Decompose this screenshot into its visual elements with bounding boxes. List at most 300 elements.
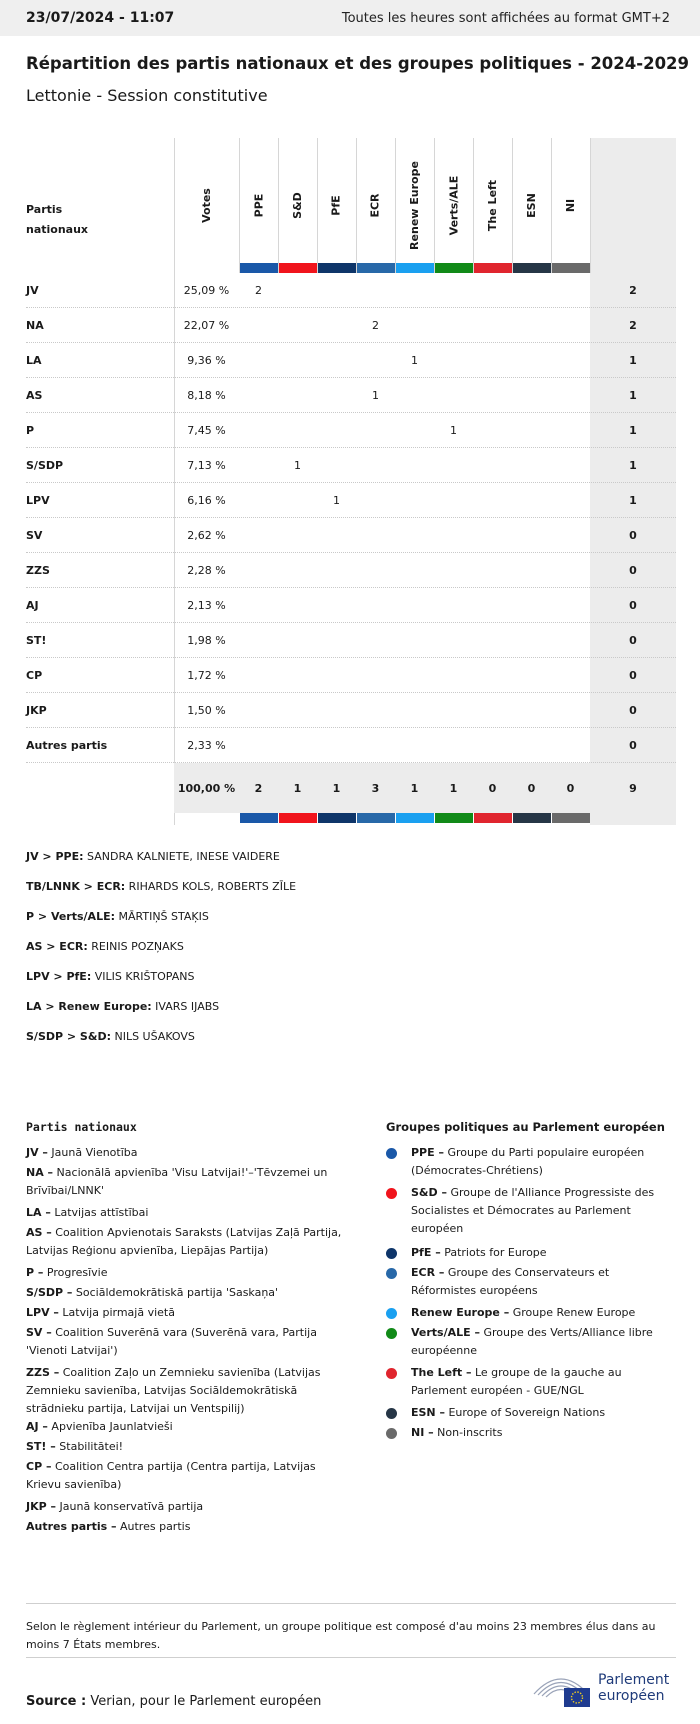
color-dot-icon	[386, 1188, 397, 1199]
group-seat-cell	[278, 588, 317, 623]
party-name: JKP	[26, 704, 47, 717]
group-seat-cell	[512, 693, 551, 728]
party-full-name: Autres partis	[116, 1520, 191, 1533]
mep-entry	[26, 880, 296, 893]
group-seat-cell	[434, 343, 473, 378]
group-seat-cell	[512, 483, 551, 518]
group-header-label: ESN	[525, 193, 538, 218]
party-abbrev: LPV –	[26, 1306, 59, 1319]
mep-mapping: AS > ECR:	[26, 940, 88, 953]
mep-mapping: LPV > PfE:	[26, 970, 92, 983]
group-abbrev: PPE –	[411, 1146, 444, 1159]
table-row	[26, 343, 676, 378]
group-full-name: Groupe des Conservateurs et Réformistes européens	[411, 1266, 610, 1297]
party-legend-item	[26, 1518, 346, 1536]
group-full-name: Groupe du Parti populaire européen (Démocrates-Chrétiens)	[411, 1146, 645, 1177]
group-seat-cell	[356, 483, 395, 518]
group-seat-cell	[551, 308, 590, 343]
group-seat-cell	[551, 623, 590, 658]
group-color-bar	[513, 813, 551, 823]
group-seat-cell	[395, 378, 434, 413]
group-abbrev: Renew Europe –	[411, 1306, 510, 1319]
group-seat-cell	[239, 588, 278, 623]
group-seat-cell	[356, 728, 395, 763]
group-seat-cell	[473, 588, 512, 623]
seat-count: 0	[629, 634, 637, 647]
group-seat-cell	[473, 308, 512, 343]
total-group-cell: 0	[527, 781, 536, 795]
table-row	[26, 378, 676, 413]
group-seat-cell	[239, 343, 278, 378]
votes-column-header	[174, 138, 239, 273]
group-legend-item	[386, 1264, 676, 1300]
group-seat-cell	[551, 378, 590, 413]
total-row	[174, 763, 676, 813]
vote-share: 6,16 %	[187, 494, 226, 507]
group-seat-cell	[434, 728, 473, 763]
group-seat-cell	[473, 413, 512, 448]
group-seat-cell: 1	[450, 424, 457, 437]
group-seat-cell	[278, 658, 317, 693]
group-seat-cell: 1	[372, 389, 379, 402]
table-row	[26, 728, 676, 763]
group-seat-cell	[278, 273, 317, 308]
parliament-logo	[530, 1668, 669, 1708]
mep-names: RIHARDS KOLS, ROBERTS ZĪLE	[125, 880, 297, 893]
party-full-name: Latvijas attīstībai	[50, 1206, 149, 1219]
group-abbrev: S&D –	[411, 1186, 447, 1199]
group-seat-cell	[278, 728, 317, 763]
total-group-cell: 3	[371, 781, 380, 795]
group-full-name: Groupe de l'Alliance Progressiste des Socialistes et Démocrates au Parlement européen	[411, 1186, 655, 1235]
legend-groups-heading: Groupes politiques au Parlement européen	[386, 1120, 665, 1134]
color-dot-icon	[386, 1268, 397, 1279]
group-seat-cell	[434, 273, 473, 308]
group-legend-item	[386, 1424, 676, 1442]
group-seat-cell	[512, 273, 551, 308]
group-header-verts-ale	[434, 138, 473, 273]
group-color-bar	[240, 263, 278, 273]
vote-share: 25,09 %	[183, 284, 230, 297]
mep-entry	[26, 970, 194, 983]
group-header-pfe	[317, 138, 356, 273]
logo-line-1: Parlement	[598, 1672, 670, 1688]
group-seat-cell	[395, 483, 434, 518]
group-seat-cell	[239, 728, 278, 763]
mep-mapping: LA > Renew Europe:	[26, 1000, 152, 1013]
table-row	[26, 623, 676, 658]
vote-share: 8,18 %	[187, 389, 226, 402]
party-name: JV	[26, 284, 39, 297]
column-divider	[551, 138, 552, 273]
logo-line-2: européen	[598, 1688, 665, 1704]
group-seat-cell	[434, 623, 473, 658]
total-group-cell: 1	[293, 781, 302, 795]
group-seat-cell: 1	[333, 494, 340, 507]
party-name: S/SDP	[26, 459, 64, 472]
party-full-name: Jaunā konservatīvā partija	[56, 1500, 204, 1513]
group-seat-cell	[317, 378, 356, 413]
group-seat-cell	[278, 483, 317, 518]
group-seat-cell	[395, 308, 434, 343]
seat-count: 2	[629, 284, 637, 297]
party-name: Autres partis	[26, 739, 108, 752]
group-seat-cell	[356, 553, 395, 588]
total-group-cell: 0	[566, 781, 575, 795]
total-group-cell: 1	[410, 781, 419, 795]
party-name: LPV	[26, 494, 50, 507]
group-color-bar	[474, 263, 512, 273]
group-seat-cell	[356, 693, 395, 728]
table-row	[26, 483, 676, 518]
group-legend-item	[386, 1364, 676, 1400]
seat-count: 0	[629, 564, 637, 577]
footnote: Selon le règlement intérieur du Parlement, un groupe politique est composé d'au moins 23 membres élus dans au moins 7 États membres.	[26, 1620, 656, 1651]
color-dot-icon	[386, 1428, 397, 1439]
group-seat-cell	[551, 658, 590, 693]
party-name: P	[26, 424, 35, 437]
table-row	[26, 588, 676, 623]
total-group-cell: 1	[332, 781, 341, 795]
total-votes: 100,00 %	[177, 781, 236, 795]
timezone-note: Toutes les heures sont affichées au format GMT+2	[341, 10, 670, 26]
group-seat-cell	[434, 693, 473, 728]
seat-count: 1	[629, 494, 637, 507]
column-divider	[512, 138, 513, 273]
vote-share: 9,36 %	[187, 354, 226, 367]
group-seat-cell	[551, 553, 590, 588]
group-seat-cell	[551, 483, 590, 518]
mep-entry	[26, 910, 209, 923]
source-label: Source :	[26, 1694, 87, 1709]
group-seat-cell	[551, 448, 590, 483]
party-name: AS	[26, 389, 43, 402]
group-legend-item	[386, 1404, 676, 1422]
group-seat-cell	[434, 448, 473, 483]
party-abbrev: Autres partis –	[26, 1520, 117, 1533]
group-seat-cell	[395, 588, 434, 623]
party-legend-item	[26, 1264, 346, 1282]
group-seat-cell	[434, 308, 473, 343]
group-seat-cell	[434, 483, 473, 518]
column-divider	[590, 138, 591, 273]
group-seat-cell	[395, 448, 434, 483]
group-header-ecr	[356, 138, 395, 273]
party-legend-item	[26, 1204, 346, 1222]
group-seat-cell	[434, 518, 473, 553]
group-color-bar	[357, 813, 395, 823]
group-seat-cell	[317, 518, 356, 553]
group-seat-cell	[317, 343, 356, 378]
group-abbrev: PfE –	[411, 1246, 441, 1259]
group-seat-cell: 1	[294, 459, 301, 472]
seat-count: 0	[629, 669, 637, 682]
group-seat-cell	[512, 413, 551, 448]
party-abbrev: S/SDP –	[26, 1286, 73, 1299]
party-name: AJ	[26, 599, 39, 612]
group-seat-cell	[512, 658, 551, 693]
party-full-name: Sociāldemokrātiskā partija 'Saskaņa'	[72, 1286, 279, 1299]
seat-count: 1	[629, 389, 637, 402]
table-row	[26, 308, 676, 343]
group-seat-cell	[317, 588, 356, 623]
party-full-name: Nacionālā apvienība 'Visu Latvijai!'–'Tēvzemei un Brīvībai/LNNK'	[26, 1166, 328, 1197]
color-dot-icon	[386, 1248, 397, 1259]
party-legend-item	[26, 1144, 346, 1162]
group-color-bar	[435, 263, 473, 273]
seat-count: 1	[629, 354, 637, 367]
group-legend-item	[386, 1144, 676, 1180]
group-seat-cell	[317, 448, 356, 483]
party-abbrev: SV –	[26, 1326, 52, 1339]
group-seat-cell	[356, 658, 395, 693]
group-color-bar	[552, 263, 590, 273]
group-header-renew-europe	[395, 138, 434, 273]
party-full-name: Coalition Centra partija (Centra partija, Latvijas Krievu savienība)	[26, 1460, 316, 1491]
party-full-name: Coalition Apvienotais Saraksts (Latvijas Zaļā Partija, Latvijas Reģionu apvienība, Liepājas Partija)	[26, 1226, 342, 1257]
source-text: Verian, pour le Parlement européen	[90, 1694, 322, 1709]
group-seat-cell	[395, 693, 434, 728]
group-seat-cell	[239, 623, 278, 658]
total-group-cell: 0	[488, 781, 497, 795]
column-divider	[356, 138, 357, 273]
group-seat-cell	[434, 658, 473, 693]
party-abbrev: JV –	[26, 1146, 48, 1159]
group-full-name: Le groupe de la gauche au Parlement européen - GUE/NGL	[411, 1366, 622, 1397]
group-seat-cell	[317, 273, 356, 308]
group-seat-cell	[473, 693, 512, 728]
mep-mapping: JV > PPE:	[26, 850, 84, 863]
total-seats: 9	[629, 781, 637, 795]
seat-count: 0	[629, 739, 637, 752]
group-header-label: NI	[564, 198, 577, 213]
party-legend-item	[26, 1304, 346, 1322]
party-column-header: Partis nationaux	[26, 203, 89, 236]
group-color-bar	[240, 813, 278, 823]
group-seat-cell	[239, 483, 278, 518]
group-header-label: ECR	[369, 193, 382, 218]
party-full-name: Coalition Suverēnā vara (Suverēnā vara, Partija 'Vienoti Latvijai')	[26, 1326, 317, 1357]
vote-share: 22,07 %	[183, 319, 230, 332]
group-seat-cell	[512, 588, 551, 623]
vote-share: 1,72 %	[187, 669, 226, 682]
mep-mapping: TB/LNNK > ECR:	[26, 880, 126, 893]
party-abbrev: P –	[26, 1266, 44, 1279]
mep-names: MĀRTIŅŠ STAĶIS	[115, 910, 209, 923]
group-seat-cell	[551, 413, 590, 448]
vote-share: 2,13 %	[187, 599, 226, 612]
group-seat-cell	[239, 308, 278, 343]
group-full-name: Groupe des Verts/Alliance libre européenne	[411, 1326, 653, 1357]
group-seat-cell	[395, 728, 434, 763]
group-seat-cell	[317, 693, 356, 728]
group-full-name: Patriots for Europe	[440, 1246, 547, 1259]
group-header-label: S&D	[291, 192, 304, 219]
mep-entry	[26, 1030, 195, 1043]
parliament-emblem-icon	[530, 1668, 592, 1708]
table-row	[26, 518, 676, 553]
group-seat-cell	[551, 728, 590, 763]
top-bar	[0, 0, 700, 36]
party-legend-item	[26, 1224, 346, 1260]
column-divider	[473, 138, 474, 273]
group-seat-cell	[278, 378, 317, 413]
vote-share: 7,13 %	[187, 459, 226, 472]
group-seat-cell	[278, 693, 317, 728]
party-abbrev: NA –	[26, 1166, 54, 1179]
group-seat-cell	[278, 343, 317, 378]
group-seat-cell	[473, 378, 512, 413]
group-abbrev: Verts/ALE –	[411, 1326, 480, 1339]
column-divider	[395, 138, 396, 273]
group-seat-cell	[278, 413, 317, 448]
table-row	[26, 273, 676, 308]
group-seat-cell	[512, 728, 551, 763]
vote-share: 1,50 %	[187, 704, 226, 717]
group-seat-cell	[395, 623, 434, 658]
group-header-esn	[512, 138, 551, 273]
party-name: CP	[26, 669, 43, 682]
mep-names: NILS UŠAKOVS	[110, 1030, 195, 1043]
mep-entry	[26, 940, 184, 953]
seat-count: 1	[629, 459, 637, 472]
party-abbrev: ZZS –	[26, 1366, 60, 1379]
group-seat-cell	[356, 273, 395, 308]
group-seat-cell	[473, 273, 512, 308]
group-color-bar	[435, 813, 473, 823]
party-legend-item	[26, 1284, 346, 1302]
group-abbrev: ESN –	[411, 1406, 445, 1419]
group-seat-cell	[512, 448, 551, 483]
group-seat-cell	[278, 553, 317, 588]
group-seat-cell	[551, 588, 590, 623]
legend-parties-heading: Partis nationaux	[26, 1120, 137, 1134]
party-legend-item	[26, 1324, 346, 1360]
group-color-bar	[513, 263, 551, 273]
group-seat-cell	[512, 553, 551, 588]
total-group-cell: 2	[254, 781, 263, 795]
group-full-name: Groupe Renew Europe	[509, 1306, 636, 1319]
group-seat-cell	[473, 658, 512, 693]
party-abbrev: AS –	[26, 1226, 52, 1239]
party-name: NA	[26, 319, 44, 332]
party-full-name: Stabilitātei!	[55, 1440, 124, 1453]
vote-share: 7,45 %	[187, 424, 226, 437]
seat-count: 0	[629, 529, 637, 542]
party-name: SV	[26, 529, 43, 542]
group-seat-cell	[356, 413, 395, 448]
group-seat-cell	[278, 518, 317, 553]
group-seat-cell	[395, 413, 434, 448]
color-dot-icon	[386, 1368, 397, 1379]
group-legend-item	[386, 1304, 676, 1322]
group-seat-cell	[239, 518, 278, 553]
group-seat-cell	[551, 693, 590, 728]
party-full-name: Latvija pirmajā vietā	[58, 1306, 175, 1319]
group-seat-cell: 2	[372, 319, 379, 332]
seat-count: 0	[629, 704, 637, 717]
column-divider	[278, 138, 279, 273]
group-seat-cell	[356, 343, 395, 378]
total-group-cell: 1	[449, 781, 458, 795]
group-seat-cell	[434, 588, 473, 623]
group-abbrev: ECR –	[411, 1266, 445, 1279]
group-seat-cell	[317, 728, 356, 763]
group-seat-cell	[356, 518, 395, 553]
group-seat-cell	[317, 623, 356, 658]
group-seat-cell	[473, 518, 512, 553]
party-name: LA	[26, 354, 42, 367]
party-legend-item	[26, 1438, 346, 1456]
group-full-name: Non-inscrits	[433, 1426, 503, 1439]
group-legend-item	[386, 1184, 676, 1238]
timestamp: 23/07/2024 - 11:07	[26, 10, 175, 26]
group-seat-cell	[512, 518, 551, 553]
party-legend-item	[26, 1418, 346, 1436]
page-subtitle: Lettonie - Session constitutive	[26, 86, 268, 105]
seat-count: 0	[629, 599, 637, 612]
divider	[26, 1657, 676, 1658]
group-color-bar	[396, 263, 434, 273]
group-seat-cell	[512, 308, 551, 343]
group-color-bar	[474, 813, 512, 823]
group-seat-cell	[239, 378, 278, 413]
party-abbrev: ST! –	[26, 1440, 56, 1453]
group-header-label: PPE	[251, 193, 265, 218]
group-header-label: Verts/ALE	[447, 175, 461, 236]
group-seat-cell	[512, 623, 551, 658]
group-seat-cell	[356, 448, 395, 483]
group-seat-cell	[395, 518, 434, 553]
results-table	[26, 138, 676, 795]
group-seat-cell	[473, 483, 512, 518]
group-seat-cell	[356, 623, 395, 658]
group-seat-cell	[239, 448, 278, 483]
group-seat-cell	[473, 728, 512, 763]
party-abbrev: LA –	[26, 1206, 51, 1219]
column-divider	[317, 138, 318, 273]
group-header-ni	[551, 138, 590, 273]
group-seat-cell	[317, 413, 356, 448]
color-dot-icon	[386, 1328, 397, 1339]
group-seat-cell	[473, 448, 512, 483]
group-seat-cell	[395, 658, 434, 693]
party-abbrev: CP –	[26, 1460, 52, 1473]
group-legend-item	[386, 1324, 676, 1360]
group-seat-cell	[551, 518, 590, 553]
color-dot-icon	[386, 1308, 397, 1319]
votes-header-label: Votes	[200, 188, 213, 223]
group-abbrev: The Left –	[411, 1366, 472, 1379]
group-color-bar	[279, 813, 317, 823]
group-legend-item	[386, 1244, 676, 1262]
group-full-name: Europe of Sovereign Nations	[444, 1406, 606, 1419]
group-seat-cell	[239, 693, 278, 728]
mep-names: IVARS IJABS	[151, 1000, 220, 1013]
group-header-label: PfE	[330, 195, 343, 216]
group-seat-cell	[239, 413, 278, 448]
group-color-bar	[318, 263, 356, 273]
table-row	[26, 413, 676, 448]
group-seat-cell	[551, 343, 590, 378]
group-color-bar	[552, 813, 590, 823]
group-seat-cell	[473, 343, 512, 378]
group-seat-cell	[395, 273, 434, 308]
group-seat-cell: 2	[255, 284, 262, 297]
column-divider	[434, 138, 435, 273]
party-full-name: Jaunā Vienotība	[47, 1146, 138, 1159]
vote-share: 2,62 %	[187, 529, 226, 542]
